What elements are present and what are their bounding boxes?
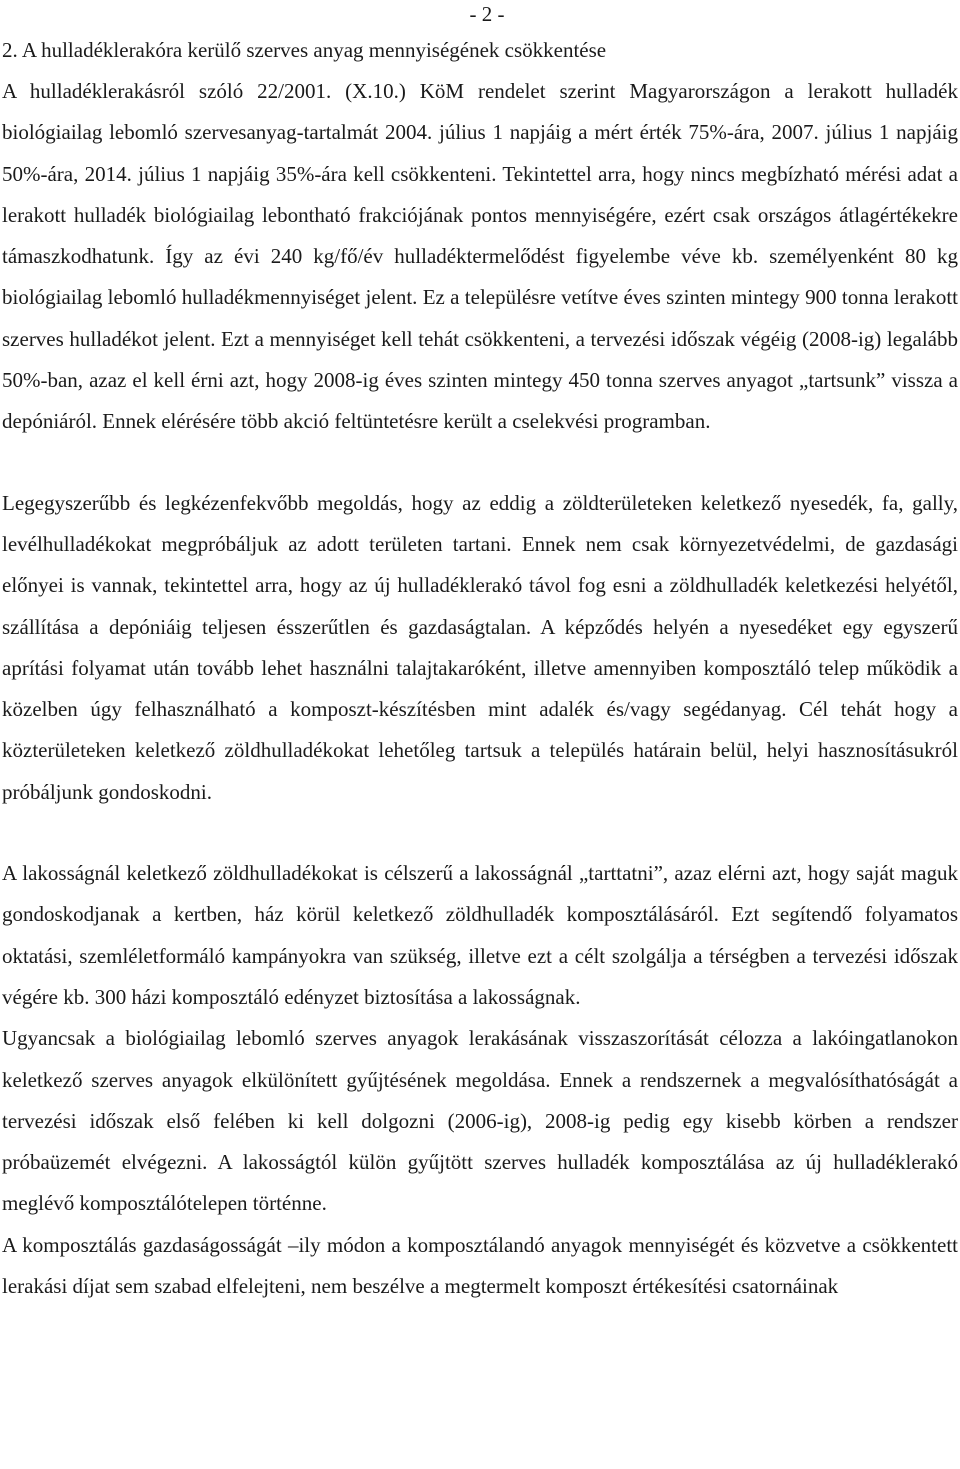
page-number: - 2 - — [469, 2, 505, 26]
paragraph-spacer — [2, 443, 958, 483]
paragraph-separate-collection: Ugyancsak a biológiailag lebomló szerves anyagok lerakásának visszaszorítását célozza a lakóingatlanokon keletkező szerves anyagok elkülönített gyűjtésének megoldása. Ennek a rendszernek a megvalósíthatóságát a tervezési időszak első felében ki kell dolgozni (2006-ig), 2008-ig pedig egy kisebb körben a rendszer próbaüzemét elvégezni. A lakosságtól külön gyűjtött szerves hulladék komposztálása az új hulladéklerakó meglévő komposztálótelepen történne. — [2, 1026, 958, 1216]
paragraph-home-composting: A lakosságnál keletkező zöldhulladékokat is célszerű a lakosságnál „tarttatni”, azaz elérni azt, hogy saját maguk gondoskodjanak a kertben, ház körül keletkező zöldhulladék komposztálásáról. Ezt segítendő folyamatos oktatási, szemléletformáló kampányokra van szükség, illetve ezt a célt szolgálja a térségben a tervezési időszak végére kb. 300 házi komposztáló edényzet biztosítása a lakosságnak. — [2, 861, 958, 1009]
document-body — [2, 30, 958, 1307]
paragraph-legal-targets: A hulladéklerakásról szóló 22/2001. (X.10.) KöM rendelet szerint Magyarországon a lerakott hulladék biológiailag lebomló szervesanyag-tartalmát 2004. július 1 napjáig a mért érték 75%-ára, 2007. július 1 napjáig 50%-ára, 2014. július 1 napjáig 35%-ára kell csökkenteni. Tekintettel arra, hogy nincs megbízható mérési adat a lerakott hulladék biológiailag lebontható frakciójának pontos mennyiségére, ezért csak országos átlagértékekre támaszkodhatunk. Így az évi 240 kg/fő/év hulladéktermelődést figyelembe véve kb. személyenként 80 kg biológiailag lebomló hulladékmennyiséget jelent. Ez a településre vetítve éves szinten mintegy 900 tonna lerakott szerves hulladékot jelent. Ezt a mennyiséget kell tehát csökkenteni, a tervezési időszak végéig (2008-ig) legalább 50%-ban, azaz el kell érni azt, hogy 2008-ig éves szinten mintegy 450 tonna szerves anyagot „tartsunk” vissza a depóniáról. Ennek elérésére több akció feltüntetésre került a cselekvési programban. — [2, 79, 958, 434]
paragraph-spacer — [2, 813, 958, 853]
paragraph-green-waste-public: Legegyszerűbb és legkézenfekvőbb megoldás, hogy az eddig a zöldterületeken keletkező nyesedék, fa, gally, levélhulladékokat megpróbáljuk az adott területen tartani. Ennek nem csak környezetvédelmi, de gazdasági előnyei is vannak, tekintettel arra, hogy az új hulladéklerakó távol fog esni a zöldhulladék keletkezési helyétől, szállítása a depóniáig teljesen ésszerűtlen és gazdaságtalan. A képződés helyén a nyesedéket egy egyszerű aprítási folyamat után tovább lehet használni talajtakaróként, illetve amennyiben komposztáló telep működik a közelben úgy felhasználható a komposzt-készítésben mint adalék és/vagy segédanyag. Cél tehát hogy a közterületeken keletkező zöldhulladékokat lehetőleg tartsuk a település határain belül, helyi hasznosításukról próbáljunk gondoskodni. — [2, 490, 958, 804]
paragraph-composting-economics: A komposztálás gazdaságosságát –ily módon a komposztálandó anyagok mennyiségét és közvetve a csökkentett lerakási díjat sem szabad elfelejteni, nem beszélve a megtermelt komposzt értékesítési csatornáinak — [2, 1232, 958, 1299]
section-heading: 2. A hulladéklerakóra kerülő szerves anyag mennyiségének csökkentése — [2, 38, 607, 62]
